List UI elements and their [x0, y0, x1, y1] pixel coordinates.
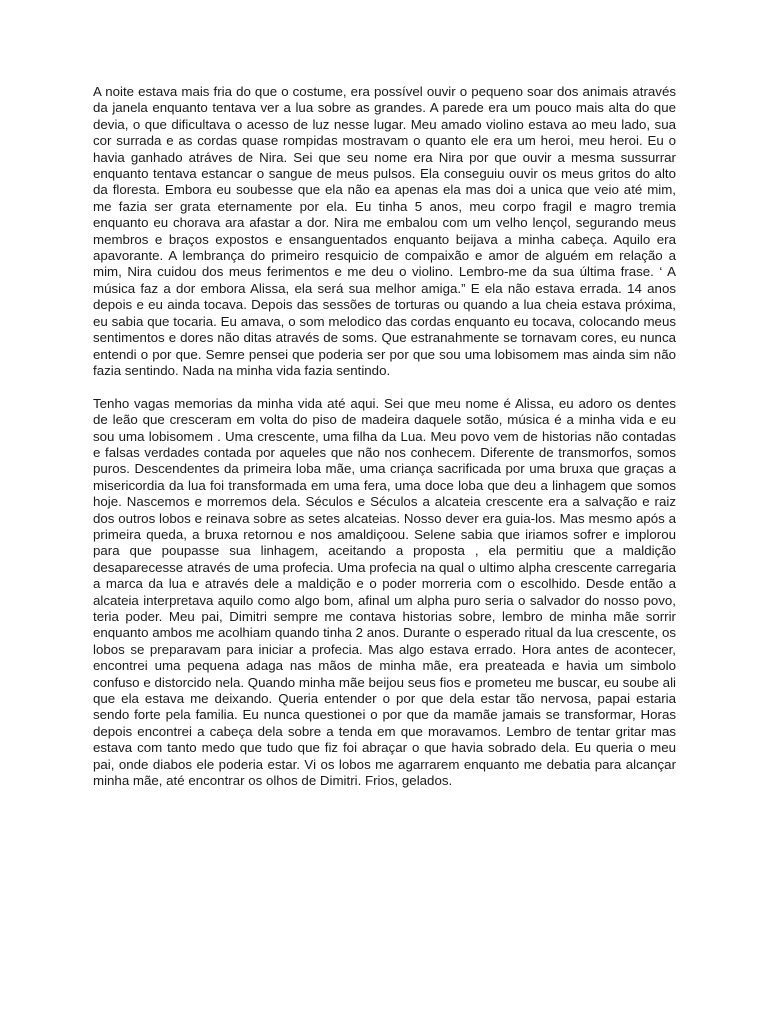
document-page [93, 84, 676, 789]
paragraph-1: A noite estava mais fria do que o costume, era possível ouvir o pequeno soar dos animais através da janela enquanto tentava ver a lua sobre as grandes. A parede era um pouco mais alta do que devia, o que dificultava o acesso de luz nesse lugar. Meu amado violino estava ao meu lado, sua cor surrada e as cordas quase rompidas mostravam o quanto ele era um heroi, meu heroi. Eu o havia ganhado atráves de Nira. Sei que seu nome era Nira por que ouvir a mesma sussurrar enquanto tentava estancar o sangue de meus pulsos. Ela conseguiu ouvir os meus gritos do alto da floresta. Embora eu soubesse que ela não ea apenas ela mas doi a unica que veio até mim, me fazia ser grata eternamente por ela. Eu tinha 5 anos, meu corpo fragil e magro tremia enquanto eu chorava ara afastar a dor. Nira me embalou com um velho lençol, segurando meus membros e braços expostos e ensanguentados enquanto beijava a minha cabeça. Aquilo era apavorante. A lembrança do primeiro resquicio de compaixão e amor de alguém em relação a mim, Nira cuidou dos meus ferimentos e me deu o violino. Lembro-me da sua última frase. ‘ A música faz a dor embora Alissa, ela será sua melhor amiga.” E ela não estava errada. 14 anos depois e eu ainda tocava. Depois das sessões de torturas ou quando a lua cheia estava próxima, eu sabia que tocaria. Eu amava, o som melodico das cordas enquanto eu tocava, colocando meus sentimentos e dores não ditas através de soms. Que estranahmente se tornavam cores, eu nunca entendi o por que. Semre pensei que poderia ser por que sou uma lobisomem mas ainda sim não fazia sentindo. Nada na minha vida fazia sentindo. [93, 84, 676, 378]
paragraph-2: Tenho vagas memorias da minha vida até aqui. Sei que meu nome é Alissa, eu adoro os dentes de leão que cresceram em volta do piso de madeira daquele sotão, música é a minha vida e eu sou uma lobisomem . Uma crescente, uma filha da Lua. Meu povo vem de historias não contadas e falsas verdades contada por aqueles que não nos conhecem. Diferente de transmorfos, somos puros. Descendentes da primeira loba mãe, uma criança sacrificada por uma bruxa que graças a misericordia da lua foi transformada em uma fera, uma doce loba que deu a linhagem que somos hoje. Nascemos e morremos dela. Séculos e Séculos a alcateia crescente era a salvação e raiz dos outros lobos e reinava sobre as setes alcateias. Nosso dever era guia-los. Mas mesmo após a primeira queda, a bruxa retornou e nos amaldiçoou. Selene sabia que iriamos sofrer e implorou para que poupasse sua linhagem, aceitando a proposta , ela permitiu que a maldição desaparecesse através de uma profecia. Uma profecia na qual o ultimo alpha crescente carregaria a marca da lua e através dele a maldição e o poder morreria com o escolhido. Desde então a alcateia interpretava aquilo como algo bom, afinal um alpha puro seria o salvador do nosso povo, teria poder. Meu pai, Dimitri sempre me contava historias sobre, lembro de minha mãe sorrir enquanto ambos me acolhiam quando tinha 2 anos. Durante o esperado ritual da lua crescente, os lobos se preparavam para iniciar a profecia. Mas algo estava errado. Hora antes de acontecer, encontrei uma pequena adaga nas mãos de minha mãe, era preateada e havia um simbolo confuso e distorcido nela. Quando minha mãe beijou seus fios e prometeu me buscar, eu soube ali que ela estava me deixando. Queria entender o por que dela estar tão nervosa, papai estaria sendo forte pela familia. Eu nunca questionei o por que da mamãe jamais se transformar, Horas depois encontrei a cabeça dela sobre a tenda em que moravamos. Lembro de tentar gritar mas estava com tanto medo que tudo que fiz foi abraçar o que havia sobrado dela. Eu queria o meu pai, onde diabos ele poderia estar. Vi os lobos me agarrarem enquanto me debatia para alcançar minha mãe, até encontrar os olhos de Dimitri. Frios, gelados. [93, 395, 676, 789]
